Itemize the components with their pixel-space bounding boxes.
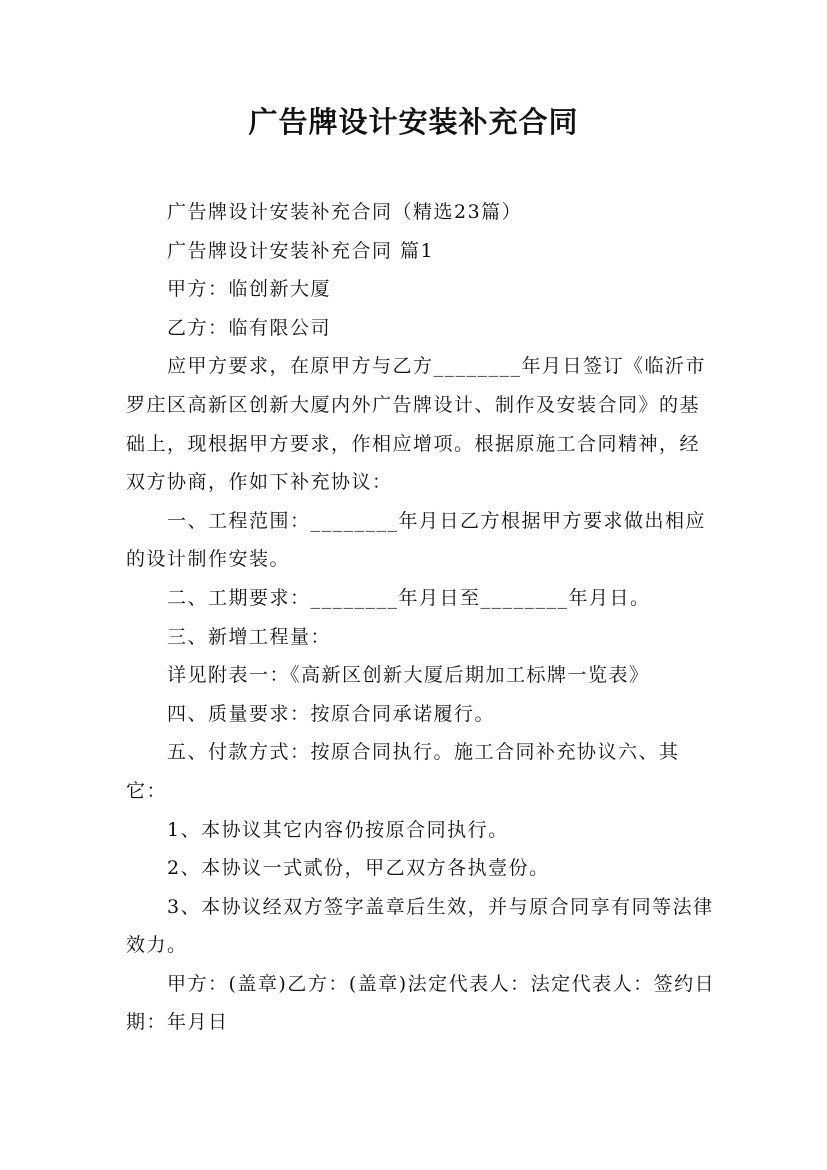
paragraph-other-3: 3、本协议经双方签字盖章后生效，并与原合同享有同等法律效力。 (126, 895, 714, 957)
paragraph-preamble: 应甲方要求，在原甲方与乙方________年月日签订《临沂市罗庄区高新区创新大厦内外广告牌设计、制作及安装合同》的基础上，现根据甲方要求，作相应增项。根据原施工合同精神，经双方协商，作如下补充协议： (126, 355, 707, 494)
document-body (126, 193, 716, 1042)
paragraph-party-a: 甲方：临创新大厦 (167, 278, 332, 301)
paragraph-party-b: 乙方：临有限公司 (167, 316, 332, 339)
paragraph-clause-quality: 四、质量要求：按原合同承诺履行。 (167, 702, 496, 725)
paragraph-signatures: 甲方：(盖章)乙方：(盖章)法定代表人：法定代表人：签约日期：年月日 (126, 972, 716, 1034)
paragraph-other-1: 1、本协议其它内容仍按原合同执行。 (167, 818, 509, 841)
paragraph-clause-schedule: 二、工期要求：________年月日至________年月日。 (167, 586, 651, 609)
paragraph-clause-new-work: 三、新增工程量： (167, 625, 332, 648)
paragraph-clause-scope: 一、工程范围：________年月日乙方根据甲方要求做出相应的设计制作安装。 (126, 509, 707, 571)
document-title: 广告牌设计安装补充合同 (248, 105, 579, 139)
paragraph-clause-payment: 五、付款方式：按原合同执行。施工合同补充协议六、其它： (126, 741, 680, 802)
paragraph-subtitle: 广告牌设计安装补充合同（精选23篇） (167, 201, 523, 223)
paragraph-other-2: 2、本协议一式贰份，甲乙双方各执壹份。 (167, 857, 550, 880)
paragraph-section-heading: 广告牌设计安装补充合同 篇1 (167, 239, 435, 262)
paragraph-attachment-ref: 详见附表一：《高新区创新大厦后期加工标牌一览表》 (167, 664, 650, 687)
